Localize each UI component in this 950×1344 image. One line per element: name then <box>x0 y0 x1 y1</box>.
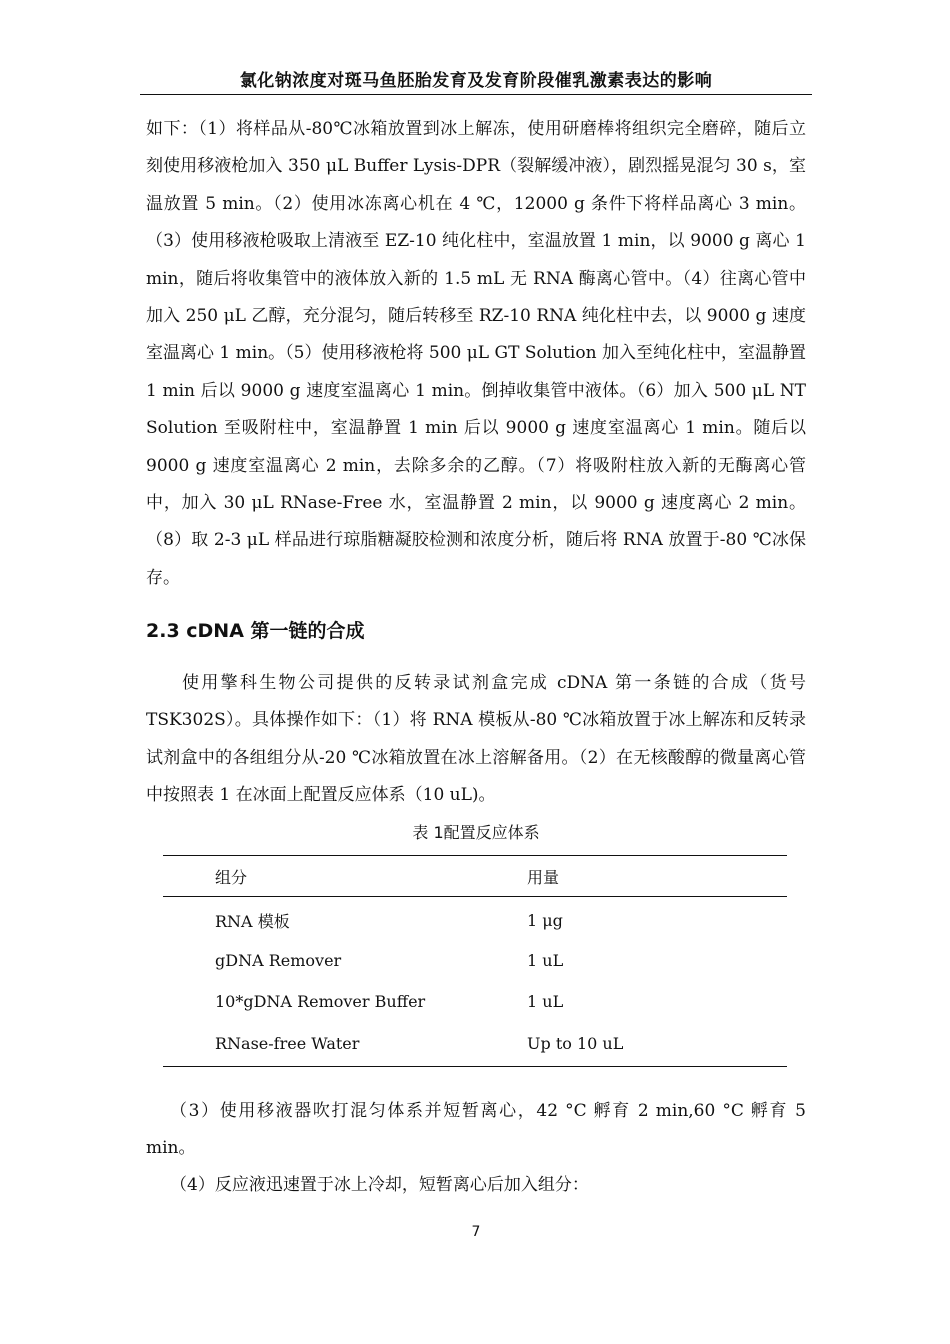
table-cell-component: RNase-free Water <box>163 1022 527 1067</box>
table-cell-component: gDNA Remover <box>215 951 342 971</box>
table-row <box>163 897 787 941</box>
table-cell-amount: 1 μg <box>527 910 563 930</box>
table-row <box>163 941 787 982</box>
table-cell-component: 10*gDNA Remover Buffer <box>215 991 426 1011</box>
table-cell-amount: Up to 10 uL <box>527 1022 787 1067</box>
table-cell-amount: 1 uL <box>527 951 564 971</box>
reaction-system-table <box>163 855 787 1067</box>
table-header-component: 组分 <box>163 856 527 897</box>
table-cell-component: RNA 模板 <box>215 911 290 931</box>
table-row <box>163 981 787 1022</box>
table-header-amount: 用量 <box>527 856 787 897</box>
table-header-row <box>163 856 787 897</box>
header-rule <box>140 94 812 95</box>
paragraph-cdna-intro: 使用擎科生物公司提供的反转录试剂盒完成 cDNA 第一条链的合成（货号 TSK302S）。具体操作如下：（1）将 RNA 模板从-80 ℃冰箱放置于冰上解冻和反转录试剂盒中的各组组分从-20 ℃冰箱放置在冰上溶解备用。（2）在无核酸醇的微量离心管中按照表 1 在冰面上配置反应体系（10 uL)。 <box>146 673 806 806</box>
table-caption: 表 1配置反应体系 <box>412 823 540 842</box>
paragraph-rna-extraction-steps: 如下：（1）将样品从-80℃冰箱放置到冰上解冻，使用研磨棒将组织完全磨碎，随后立刻使用移液枪加入 350 μL Buffer Lysis-DPR（裂解缓冲液），剧烈摇晃混匀 30 s，室温放置 5 min。（2）使用冰冻离心机在 4 ℃，12000 g 条件下将样品离心 3 min。（3）使用移液枪吸取上清液至 EZ-10 纯化柱中，室温放置 1 min，以 9000 g 离心 1 min，随后将收集管中的液体放入新的 1.5 mL 无 RNA 酶离心管中。（4）往离心管中加入 250 μL 乙醇，充分混匀，随后转移至 RZ-10 RNA 纯化柱中去，以 9000 g 速度室温离心 1 min。（5）使用移液枪将 500 μL GT Solution 加入至纯化柱中，室温静置 1 min 后以 9000 g 速度室温离心 1 min。倒掉收集管中液体。（6）加入 500 μL NT Solution 至吸附柱中，室温静置 1 min 后以 9000 g 速度室温离心 1 min。随后以 9000 g 速度室温离心 2 min，去除多余的乙醇。（7）将吸附柱放入新的无酶离心管中，加入 30 μL RNase-Free 水，室温静置 2 min，以 9000 g 速度离心 2 min。（8）取 2-3 μL 样品进行琼脂糖凝胶检测和浓度分析，随后将 RNA 放置于-80 ℃冰保存。 <box>146 119 806 588</box>
page-number: 7 <box>471 1224 481 1240</box>
section-heading: 2.3 cDNA 第一链的合成 <box>146 620 365 642</box>
table-row <box>163 1022 787 1067</box>
table-cell-amount: 1 uL <box>527 991 564 1011</box>
paragraph-step-3: （3）使用移液器吹打混匀体系并短暂离心，42 °C 孵育 2 min,60 °C 孵育 5 min。 <box>146 1101 806 1159</box>
running-header: 氯化钠浓度对斑马鱼胚胎发育及发育阶段催乳激素表达的影响 <box>239 71 713 91</box>
paragraph-step-4: （4）反应液迅速置于冰上冷却，短暂离心后加入组分： <box>170 1175 589 1195</box>
